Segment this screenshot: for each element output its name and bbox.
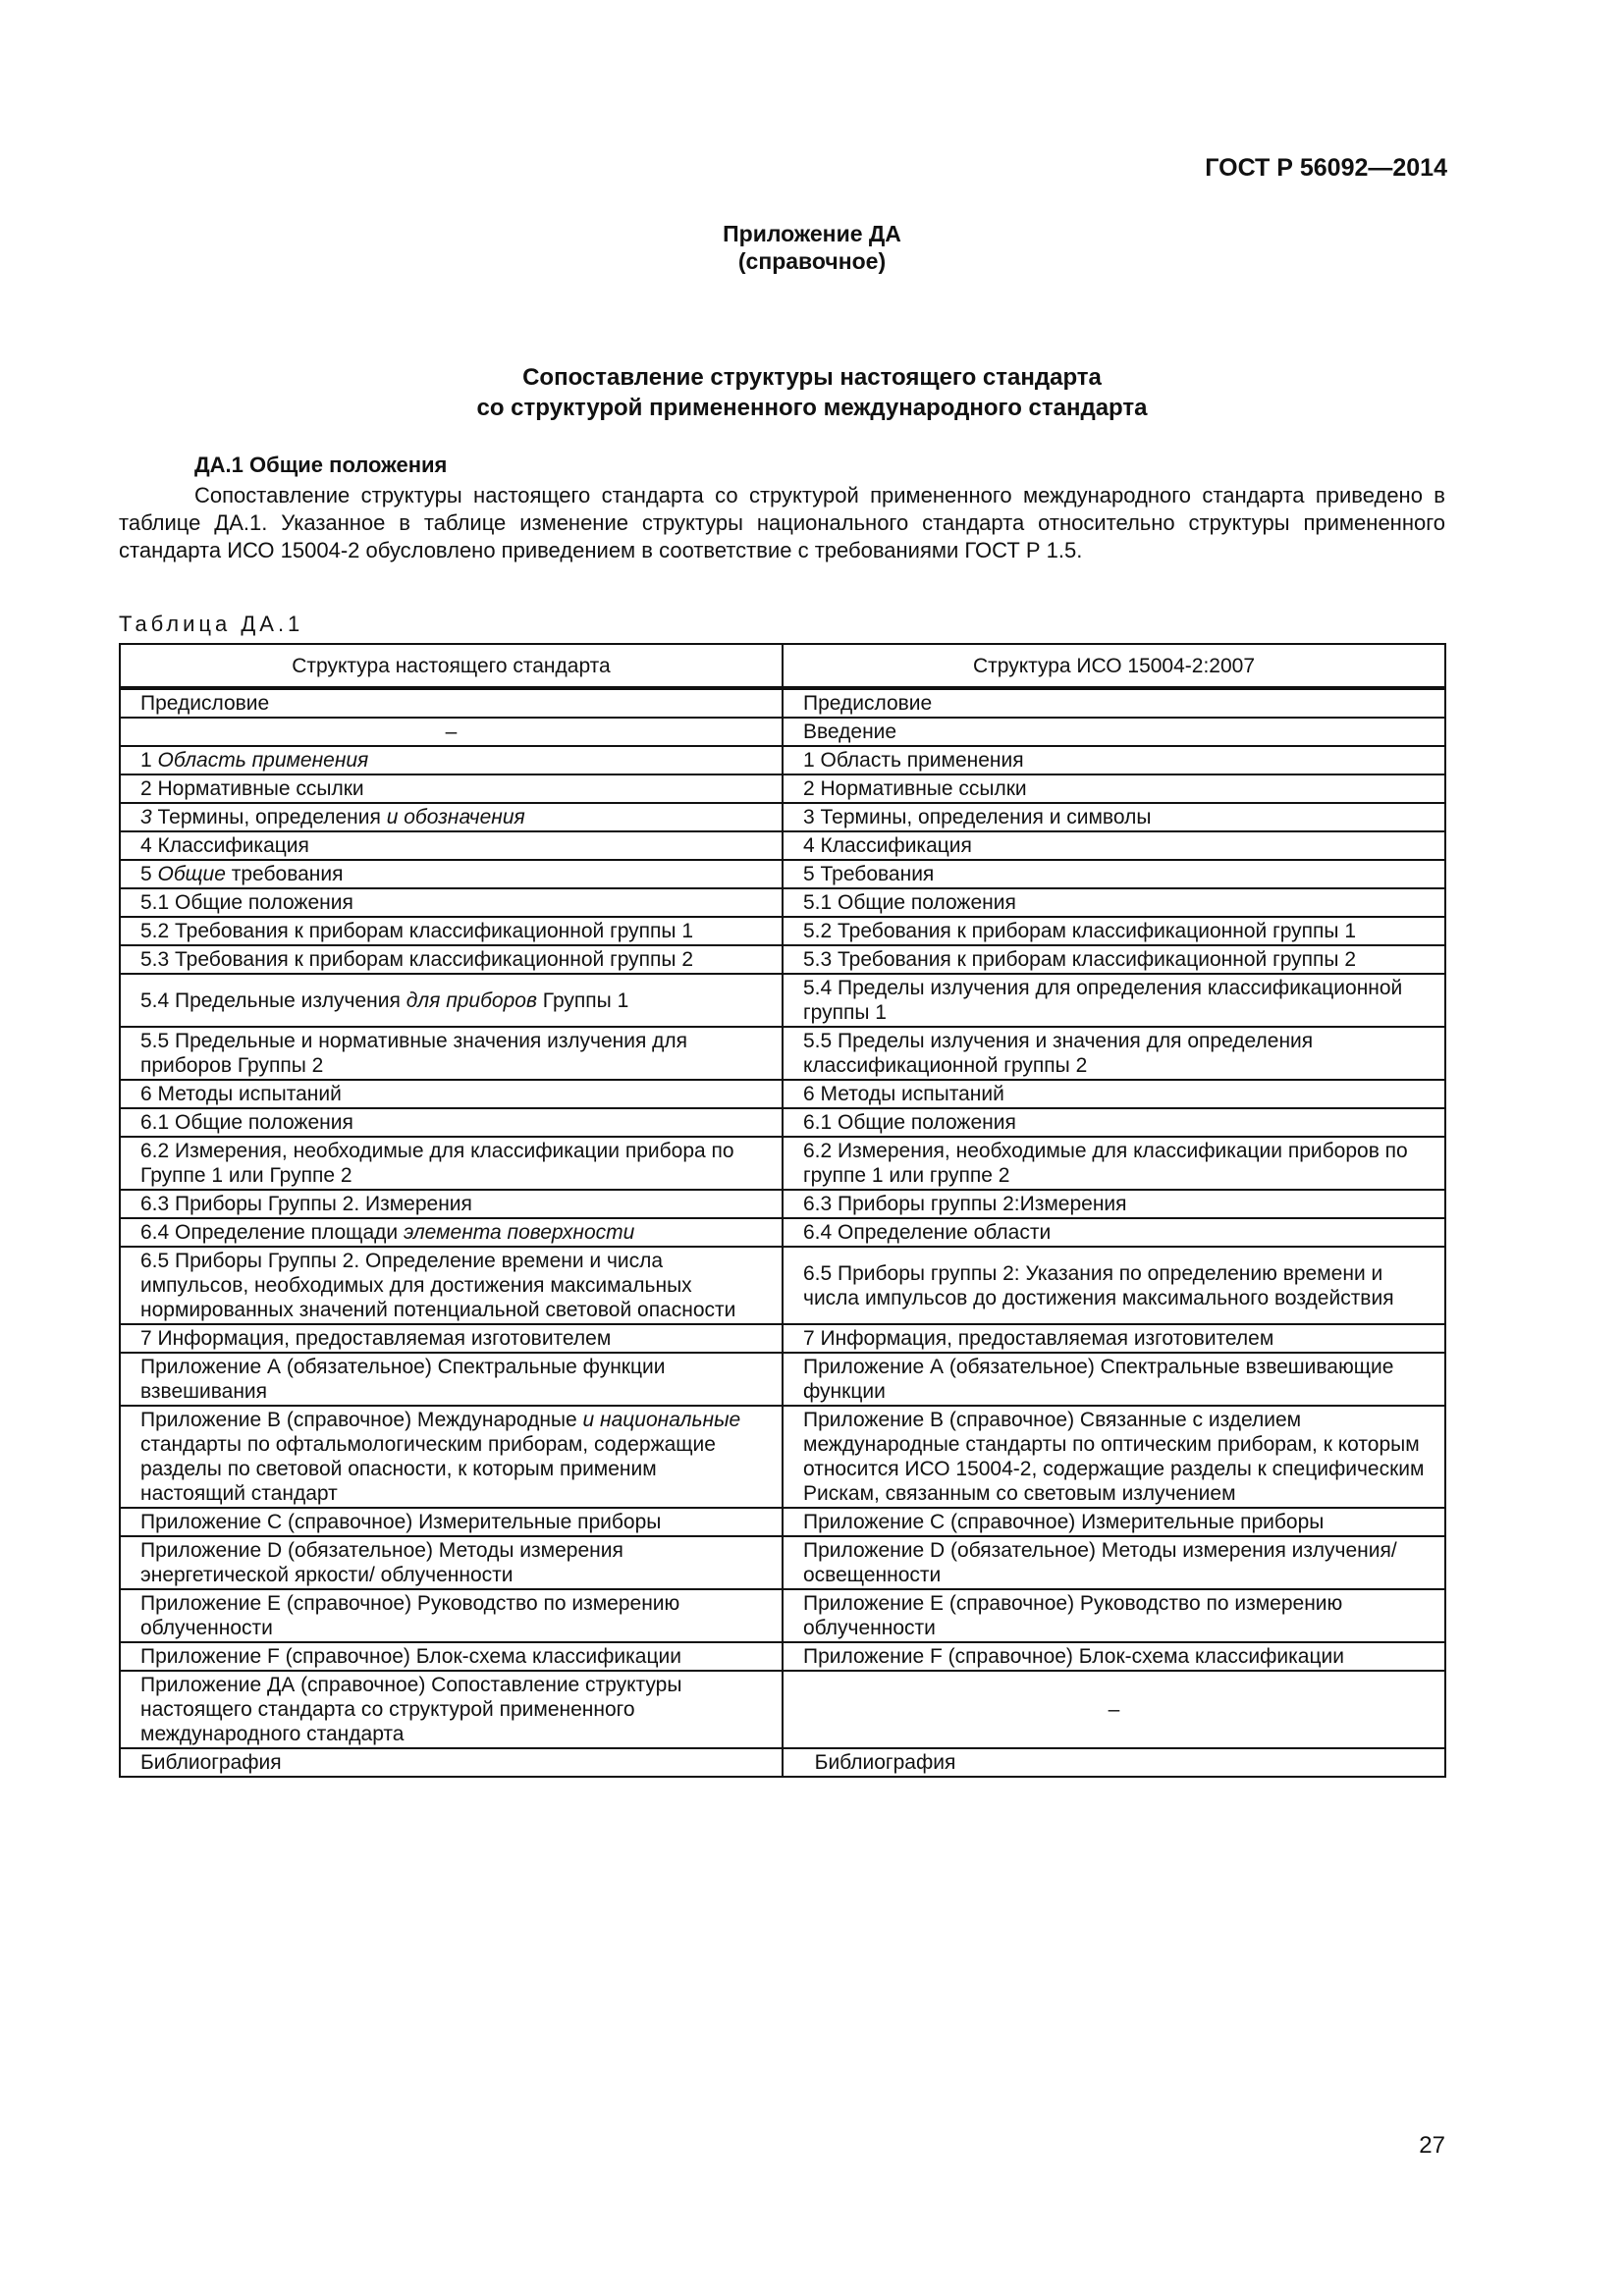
cell-iso: 6.3 Приборы группы 2:Измерения <box>783 1190 1445 1218</box>
italic-text-part: и национальные <box>582 1409 741 1431</box>
cell-iso: 6.5 Приборы группы 2: Указания по определению времени и числа импульсов до достижения максимального воздействия <box>783 1247 1445 1324</box>
cell-iso: 5.3 Требования к приборам классификационной группы 2 <box>783 945 1445 974</box>
cell-national: – <box>120 718 783 746</box>
page-number: 27 <box>1419 2132 1445 2159</box>
cell-national: 6.2 Измерения, необходимые для классификации прибора по Группе 1 или Группе 2 <box>120 1137 783 1190</box>
header-iso-structure: Структура ИСО 15004-2:2007 <box>783 644 1445 688</box>
cell-iso: 6.2 Измерения, необходимые для классификации приборов по группе 1 или группе 2 <box>783 1137 1445 1190</box>
cell-national: 5.1 Общие положения <box>120 888 783 917</box>
cell-iso: Приложение А (обязательное) Спектральные взвешивающие функции <box>783 1353 1445 1406</box>
cell-national: Библиография <box>120 1748 783 1777</box>
main-title <box>0 362 1624 423</box>
cell-iso: 7 Информация, предоставляемая изготовителем <box>783 1324 1445 1353</box>
text-part: 6.4 Определение площади <box>140 1221 404 1244</box>
cell-national <box>120 1218 783 1247</box>
table-row <box>120 803 1445 831</box>
cell-national: 6.5 Приборы Группы 2. Определение времени и числа импульсов, необходимых для достижения максимальных нормированных значений потенциальной световой опасности <box>120 1247 783 1324</box>
cell-national <box>120 860 783 888</box>
table-row <box>120 774 1445 803</box>
text-part: стандарты по офтальмологическим приборам, содержащие разделы по световой опасности, к которым применим настоящий стандарт <box>140 1433 716 1505</box>
cell-national: 6.1 Общие положения <box>120 1108 783 1137</box>
table-row <box>120 1247 1445 1324</box>
table-caption: Таблица ДА.1 <box>119 612 304 636</box>
appendix-title: Приложение ДА <box>723 221 901 246</box>
text-part: Термины, определения <box>151 806 387 828</box>
cell-national: 5.3 Требования к приборам классификационной группы 2 <box>120 945 783 974</box>
cell-iso: 3 Термины, определения и символы <box>783 803 1445 831</box>
table-row <box>120 1353 1445 1406</box>
italic-text-part: и обозначения <box>386 806 525 828</box>
document-code: ГОСТ Р 56092—2014 <box>1205 154 1447 182</box>
text-part: требования <box>225 863 344 885</box>
table-row <box>120 688 1445 718</box>
italic-text-part: Общие <box>157 863 226 885</box>
cell-iso: Приложение В (справочное) Связанные с изделием международные стандарты по оптическим приборам, к которым относится ИСО 15004-2, содержащие разделы к специфическим Рискам, связанным со световым излучением <box>783 1406 1445 1508</box>
table-row <box>120 1324 1445 1353</box>
table-row <box>120 1671 1445 1748</box>
cell-national <box>120 803 783 831</box>
cell-iso: 6.1 Общие положения <box>783 1108 1445 1137</box>
cell-national <box>120 1406 783 1508</box>
table-row <box>120 1642 1445 1671</box>
appendix-heading <box>0 220 1624 275</box>
table-row <box>120 718 1445 746</box>
cell-national: Приложение А (обязательное) Спектральные функции взвешивания <box>120 1353 783 1406</box>
cell-iso: Введение <box>783 718 1445 746</box>
table-row <box>120 974 1445 1027</box>
table-row <box>120 888 1445 917</box>
table-row <box>120 1218 1445 1247</box>
text-part: 1 <box>140 749 158 772</box>
cell-iso: 6.4 Определение области <box>783 1218 1445 1247</box>
cell-national <box>120 746 783 774</box>
table-row <box>120 746 1445 774</box>
table-row <box>120 1406 1445 1508</box>
table-row <box>120 945 1445 974</box>
cell-iso: Предисловие <box>783 688 1445 718</box>
text-part: 5.4 Предельные излучения <box>140 988 406 1012</box>
italic-text-part: 3 <box>140 806 152 828</box>
table-header-row <box>120 644 1445 688</box>
italic-text-part: для приборов <box>406 988 537 1012</box>
header-national-structure: Структура настоящего стандарта <box>120 644 783 688</box>
italic-text-part: Область применения <box>157 749 369 772</box>
main-title-line-1: Сопоставление структуры настоящего стандарта <box>522 364 1102 391</box>
table-row <box>120 1137 1445 1190</box>
cell-national: Приложение Е (справочное) Руководство по измерению облученности <box>120 1589 783 1642</box>
cell-iso: Библиография <box>783 1748 1445 1777</box>
table-row <box>120 831 1445 860</box>
table-row <box>120 1108 1445 1137</box>
cell-iso: 2 Нормативные ссылки <box>783 774 1445 803</box>
table-row <box>120 860 1445 888</box>
cell-iso: 6 Методы испытаний <box>783 1080 1445 1108</box>
cell-national: Приложение D (обязательное) Методы измерения энергетической яркости/ облученности <box>120 1536 783 1589</box>
cell-national: Приложение F (справочное) Блок-схема классификации <box>120 1642 783 1671</box>
table-row <box>120 1027 1445 1080</box>
cell-national: 4 Классификация <box>120 831 783 860</box>
cell-iso: Приложение F (справочное) Блок-схема классификации <box>783 1642 1445 1671</box>
cell-national: 5.5 Предельные и нормативные значения излучения для приборов Группы 2 <box>120 1027 783 1080</box>
cell-national <box>120 974 783 1027</box>
text-part: Группы 1 <box>536 988 629 1012</box>
cell-national: 7 Информация, предоставляемая изготовителем <box>120 1324 783 1353</box>
cell-iso: 5.2 Требования к приборам классификационной группы 1 <box>783 917 1445 945</box>
cell-national: 6.3 Приборы Группы 2. Измерения <box>120 1190 783 1218</box>
section-paragraph: Сопоставление структуры настоящего стандарта со структурой примененного международного стандарта приведено в таблице ДА.1. Указанное в таблице изменение структуры национального стандарта относительно структуры примененного стандарта ИСО 15004-2 обусловлено приведением в соответствие с требованиями ГОСТ Р 1.5. <box>119 483 1445 562</box>
cell-iso: 5.4 Пределы излучения для определения классификационной группы 1 <box>783 974 1445 1027</box>
appendix-subtitle: (справочное) <box>737 248 887 274</box>
table-row <box>120 917 1445 945</box>
table-row <box>120 1536 1445 1589</box>
cell-national: 5.2 Требования к приборам классификационной группы 1 <box>120 917 783 945</box>
comparison-table <box>119 643 1446 1778</box>
cell-iso: 5.1 Общие положения <box>783 888 1445 917</box>
section-title: ДА.1 Общие положения <box>194 453 448 477</box>
cell-iso: – <box>783 1671 1445 1748</box>
cell-national: Предисловие <box>120 688 783 718</box>
cell-iso: 1 Область применения <box>783 746 1445 774</box>
table-row <box>120 1748 1445 1777</box>
cell-national: 2 Нормативные ссылки <box>120 774 783 803</box>
table-row <box>120 1589 1445 1642</box>
table-row <box>120 1508 1445 1536</box>
table-row <box>120 1190 1445 1218</box>
cell-national: Приложение С (справочное) Измерительные приборы <box>120 1508 783 1536</box>
italic-text-part: элемента поверхности <box>403 1221 635 1244</box>
cell-national: 6 Методы испытаний <box>120 1080 783 1108</box>
main-title-line-2: со структурой примененного международного стандарта <box>476 395 1148 421</box>
cell-national: Приложение ДА (справочное) Сопоставление структуры настоящего стандарта со структурой примененного международного стандарта <box>120 1671 783 1748</box>
cell-iso: Приложение С (справочное) Измерительные приборы <box>783 1508 1445 1536</box>
table-row <box>120 1080 1445 1108</box>
cell-iso: 5.5 Пределы излучения и значения для определения классификационной группы 2 <box>783 1027 1445 1080</box>
cell-iso: 4 Классификация <box>783 831 1445 860</box>
text-part: Приложение В (справочное) Международные <box>140 1409 583 1431</box>
cell-iso: 5 Требования <box>783 860 1445 888</box>
cell-iso: Приложение D (обязательное) Методы измерения излучения/освещенности <box>783 1536 1445 1589</box>
text-part: 5 <box>140 863 158 885</box>
cell-iso: Приложение Е (справочное) Руководство по измерению облученности <box>783 1589 1445 1642</box>
